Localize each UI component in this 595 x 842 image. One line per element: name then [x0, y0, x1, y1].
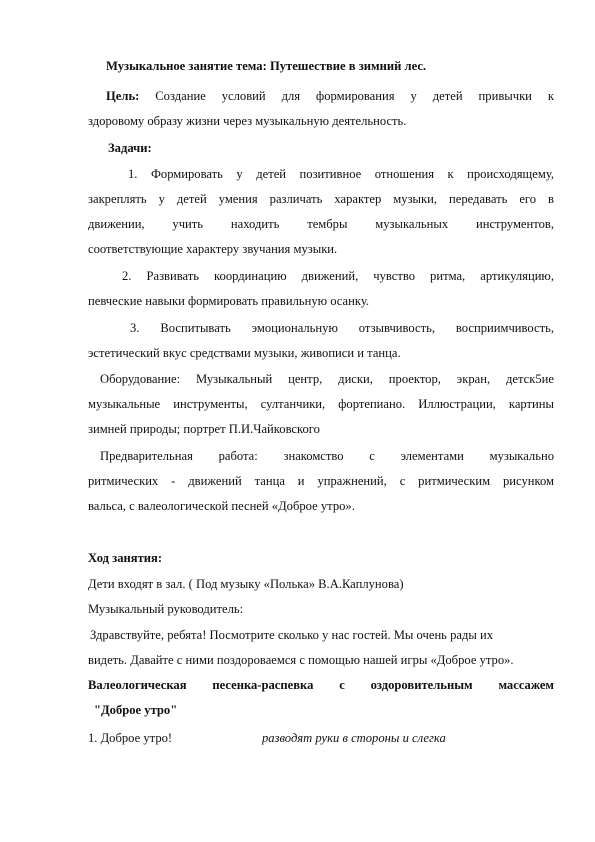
song-title-line-2: "Доброе утро" [94, 703, 178, 717]
goal-line-2: здоровому образу жизни через музыкальную деятельность. [88, 114, 407, 128]
equipment-line-2: музыкальные инструменты, султанчики, фортепиано. Иллюстрации, картины [88, 397, 554, 411]
task-1-line-3: движении, учить находить тембры музыкальных инструментов, [88, 217, 554, 231]
task-3-line-1: 3. Воспитывать эмоциональную отзывчивость, восприимчивость, [130, 321, 554, 335]
goal-line-1: Цель: Создание условий для формирования у детей привычки к [106, 89, 554, 103]
task-1-line-4: соответствующие характеру звучания музыки. [88, 242, 338, 256]
prep-line-2: ритмических - движений танца и упражнений, с ритмическим рисунком [88, 474, 554, 488]
course-heading: Ход занятия: [88, 551, 163, 565]
verse-1-text: 1. Доброе утро! [88, 731, 173, 745]
task-2-line-1: 2. Развивать координацию движений, чувство ритма, артикуляцию, [122, 269, 554, 283]
task-2-line-2: певческие навыки формировать правильную осанку. [88, 294, 370, 308]
course-enter: Дети входят в зал. ( Под музыку «Полька» В.А.Каплунова) [88, 577, 404, 591]
prep-line-3: вальса, с валеологической песней «Доброе утро». [88, 499, 355, 513]
task-1-line-2: закреплять у детей умения различать характер музыки, передавать его в [88, 192, 554, 206]
song-title-line-1: Валеологическая песенка-распевка с оздоровительным массажем [88, 678, 554, 692]
course-speech-2: видеть. Давайте с ними поздороваемся с помощью нашей игры «Доброе утро». [88, 653, 514, 667]
task-3-line-2: эстетический вкус средствами музыки, живописи и танца. [88, 346, 401, 360]
equipment-line-1: Оборудование: Музыкальный центр, диски, проектор, экран, детск5ие [100, 372, 554, 386]
lesson-title: Музыкальное занятие тема: Путешествие в зимний лес. [106, 59, 427, 73]
tasks-heading: Задачи: [108, 141, 152, 155]
prep-line-1: Предварительная работа: знакомство с элементами музыкально [100, 449, 554, 463]
verse-1-row [88, 730, 554, 746]
equipment-line-3: зимней природы; портрет П.И.Чайковского [88, 422, 320, 436]
course-leader: Музыкальный руководитель: [88, 602, 244, 616]
course-speech-1: Здравствуйте, ребята! Посмотрите сколько у нас гостей. Мы очень рады их [90, 628, 494, 642]
verse-1-action: разводят руки в стороны и слегка [262, 731, 446, 745]
task-1-line-1: 1. Формировать у детей позитивное отношения к происходящему, [128, 167, 554, 181]
